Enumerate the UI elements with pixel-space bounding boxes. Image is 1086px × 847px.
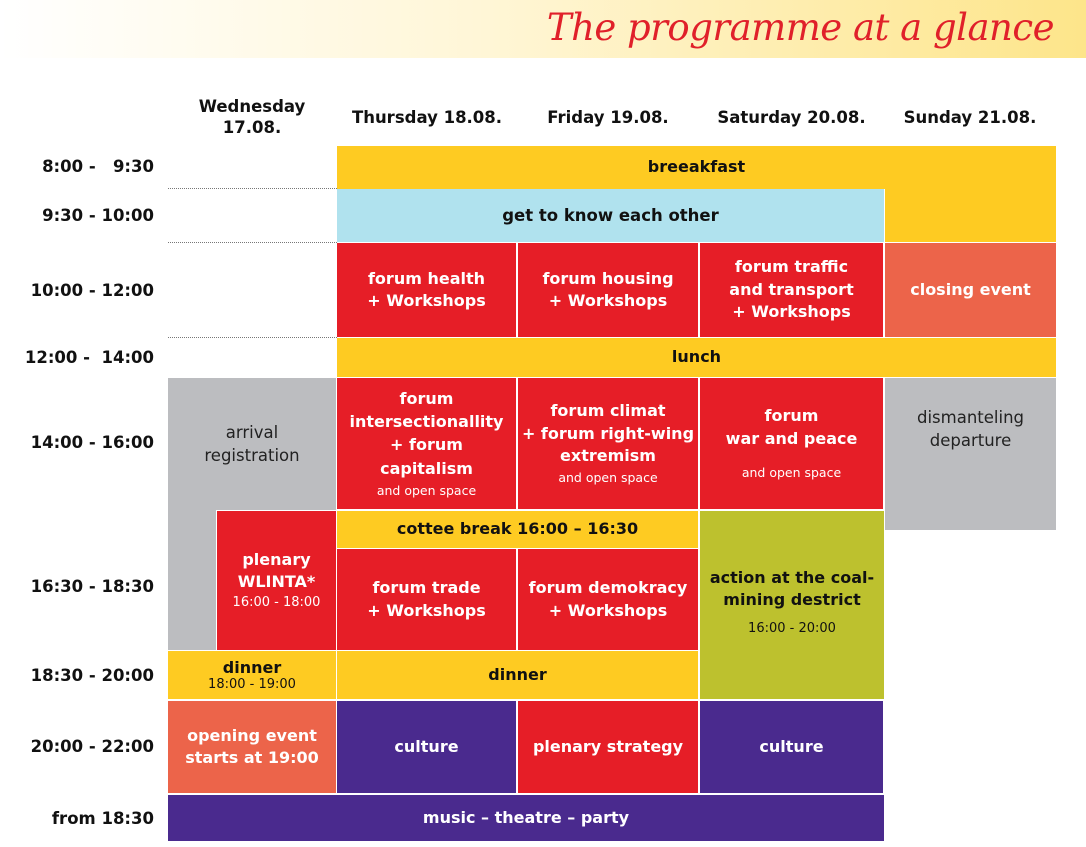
cell-label: intersectionallity bbox=[349, 412, 504, 432]
forum-climat-block bbox=[518, 378, 698, 509]
cell-label: get to know each other bbox=[502, 205, 719, 225]
day-header-sunday bbox=[884, 107, 1056, 128]
get-to-know-block bbox=[337, 189, 884, 242]
cell-label: lunch bbox=[671, 347, 722, 367]
cell-label: forum traffic bbox=[734, 257, 849, 277]
cell-label: plenary bbox=[242, 550, 311, 570]
forum-intersectionality-block bbox=[337, 378, 516, 509]
action-coal-block bbox=[700, 511, 884, 699]
cell-label: forum bbox=[764, 406, 819, 426]
arrival-block bbox=[168, 378, 336, 510]
time-label: 16:30 - 18:30 bbox=[30, 577, 154, 596]
cell-label: culture bbox=[394, 736, 459, 756]
cell-label: dismanteling bbox=[916, 408, 1025, 427]
dinner-block bbox=[337, 651, 698, 699]
row-divider bbox=[168, 188, 337, 189]
time-label: from 18:30 bbox=[51, 809, 154, 828]
time-label: 9:30 - 10:00 bbox=[42, 206, 154, 225]
cell-label: + Workshops bbox=[732, 302, 851, 322]
row-divider bbox=[168, 242, 337, 243]
day-header-wednesday bbox=[168, 96, 336, 138]
row-divider bbox=[168, 337, 337, 338]
day-name: Thursday 18.08. bbox=[351, 108, 503, 127]
cell-label: cottee break 16:00 – 16:30 bbox=[396, 519, 639, 539]
cell-label: + Workshops bbox=[367, 291, 486, 310]
coffee-break-block bbox=[337, 511, 698, 548]
cell-label: forum demokracy bbox=[528, 578, 688, 598]
cell-label: breeakfast bbox=[647, 157, 746, 177]
time-label: 12:00 - 14:00 bbox=[24, 348, 154, 367]
cell-time: 18:00 - 19:00 bbox=[208, 676, 296, 692]
culture-saturday-block bbox=[700, 701, 883, 793]
cell-label: closing event bbox=[910, 279, 1031, 299]
plenary-strategy-block bbox=[518, 701, 698, 793]
time-label: 18:30 - 20:00 bbox=[30, 666, 154, 685]
time-label: 10:00 - 12:00 bbox=[30, 281, 154, 300]
cell-label: registration bbox=[204, 446, 300, 465]
open-space-note: and open space bbox=[741, 465, 842, 481]
time-label: 20:00 - 22:00 bbox=[30, 737, 154, 756]
cell-label: + Workshops bbox=[548, 600, 668, 620]
cell-label: + forum right-wing bbox=[521, 423, 695, 443]
forum-trade-block bbox=[337, 549, 516, 650]
day-header-thursday bbox=[337, 107, 517, 128]
cell-label: forum housing bbox=[542, 268, 674, 288]
lunch-block bbox=[337, 338, 1056, 377]
cell-label: music – theatre – party bbox=[422, 807, 630, 827]
plenary-wlinta-block bbox=[217, 511, 336, 650]
dismanteling-block bbox=[885, 378, 1056, 530]
cell-label: WLINTA* bbox=[237, 572, 316, 592]
forum-demokracy-block bbox=[518, 549, 698, 650]
day-header-saturday bbox=[699, 107, 884, 128]
cell-label: forum climat bbox=[550, 401, 666, 421]
cell-label: action at the coal- bbox=[709, 568, 875, 587]
day-name: Wednesday bbox=[198, 97, 306, 116]
cell-label: starts at 19:00 bbox=[185, 748, 319, 767]
breakfast-block bbox=[337, 146, 1056, 189]
cell-label: + Workshops bbox=[548, 291, 668, 310]
cell-label: + forum bbox=[390, 435, 463, 455]
music-theatre-party-block bbox=[168, 795, 884, 841]
forum-traffic-block bbox=[700, 243, 883, 337]
dinner-wednesday-block bbox=[168, 651, 336, 699]
day-header-friday bbox=[517, 107, 699, 128]
open-space-note: and open space bbox=[376, 482, 477, 498]
cell-label: arrival bbox=[225, 422, 279, 442]
cell-label: dinner bbox=[488, 664, 547, 684]
cell-label: dinner bbox=[222, 657, 282, 677]
forum-war-block bbox=[700, 378, 883, 509]
opening-event-block bbox=[168, 701, 336, 793]
closing-event-block bbox=[885, 243, 1056, 337]
time-label: 8:00 - 9:30 bbox=[42, 157, 154, 176]
sunday-breakfast-extension bbox=[885, 189, 1056, 242]
cell-label: departure bbox=[929, 431, 1012, 451]
cell-label: forum bbox=[399, 389, 454, 409]
cell-time: 16:00 - 18:00 bbox=[232, 594, 321, 610]
forum-health-block bbox=[337, 243, 516, 337]
cell-label: + Workshops bbox=[367, 600, 486, 620]
day-date: 17.08. bbox=[222, 118, 282, 137]
arrival-block-extension bbox=[168, 510, 216, 650]
cell-label: mining destrict bbox=[723, 590, 861, 610]
cell-label: forum trade bbox=[372, 578, 481, 598]
cell-time: 16:00 - 20:00 bbox=[748, 620, 836, 636]
open-space-note: and open space bbox=[558, 470, 658, 486]
cell-label: war and peace bbox=[725, 428, 858, 448]
cell-label: capitalism bbox=[380, 458, 473, 478]
cell-label: opening event bbox=[187, 725, 317, 745]
page-title: The programme at a glance bbox=[546, 6, 1054, 49]
forum-housing-block bbox=[518, 243, 698, 337]
day-name: Sunday 21.08. bbox=[903, 108, 1037, 127]
cell-label: plenary strategy bbox=[532, 736, 684, 756]
day-name: Friday 19.08. bbox=[547, 108, 669, 127]
cell-label: extremism bbox=[560, 445, 656, 465]
cell-label: and transport bbox=[729, 279, 854, 299]
cell-label: forum health bbox=[367, 268, 486, 288]
time-label: 14:00 - 16:00 bbox=[30, 433, 154, 452]
cell-label: culture bbox=[759, 736, 824, 756]
day-name: Saturday 20.08. bbox=[717, 108, 866, 127]
culture-thursday-block bbox=[337, 701, 516, 793]
